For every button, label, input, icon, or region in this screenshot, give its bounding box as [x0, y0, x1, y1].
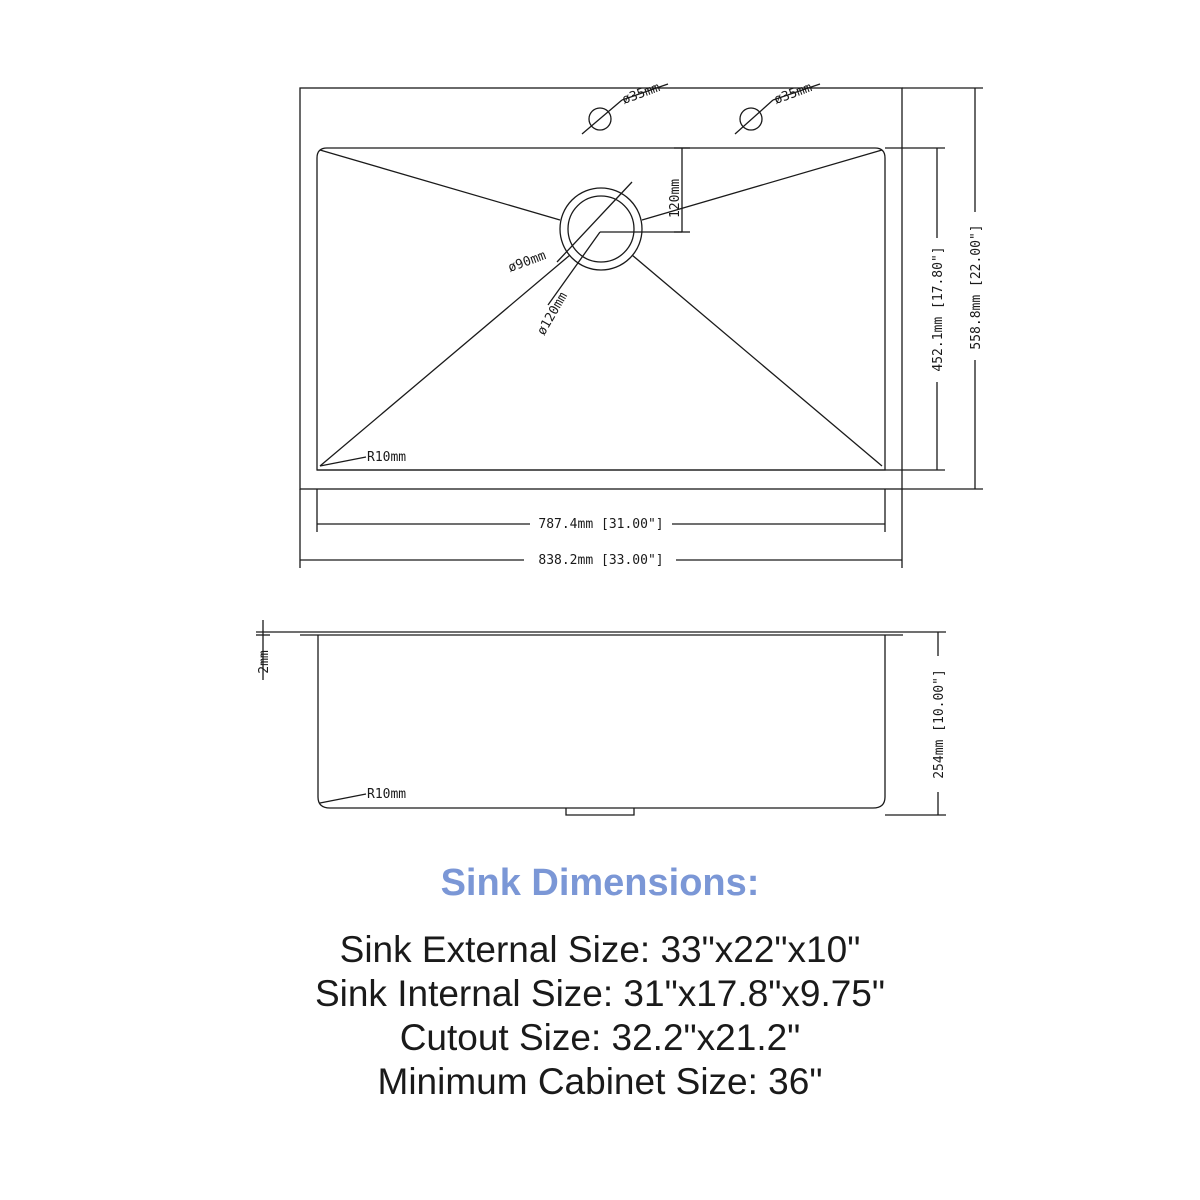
basin-radius-label: R10mm: [367, 450, 407, 465]
faucet-hole-right-label: ø35mm: [772, 80, 815, 108]
slope-line: [632, 255, 882, 466]
slope-line: [320, 255, 570, 466]
spec-cabinet-size: Minimum Cabinet Size: 36": [377, 1061, 823, 1102]
drain-offset-label: 120mm: [668, 178, 683, 218]
specs-title: Sink Dimensions:: [440, 862, 760, 904]
internal-length-label: 452.1mm [17.80"]: [931, 246, 946, 372]
drain-stub: [566, 808, 634, 815]
spec-external-size: Sink External Size: 33"x22"x10": [339, 929, 861, 970]
bowl-profile: [318, 635, 885, 808]
specs-list: [0, 928, 1200, 1104]
slope-line: [320, 150, 560, 220]
internal-width-label: 787.4mm [31.00"]: [538, 517, 664, 532]
side-view: [256, 620, 946, 815]
rim-thickness-label: 2mm: [257, 650, 272, 674]
drain-inner-label: ø90mm: [506, 248, 549, 276]
depth-label: 254mm [10.00"]: [932, 669, 947, 779]
spec-cutout-size: Cutout Size: 32.2"x21.2": [399, 1017, 801, 1058]
external-length-label: 558.8mm [22.00"]: [969, 224, 984, 350]
external-width-label: 838.2mm [33.00"]: [538, 553, 664, 568]
drain-inner-ring: [568, 196, 634, 262]
spec-internal-size: Sink Internal Size: 31"x17.8"x9.75": [314, 973, 886, 1014]
top-view: [300, 84, 983, 568]
bowl-radius-label: R10mm: [367, 787, 407, 802]
drain-outer-label: ø120mm: [534, 289, 571, 338]
drain-outer-ring: [560, 188, 642, 270]
faucet-hole-left-label: ø35mm: [620, 80, 663, 108]
